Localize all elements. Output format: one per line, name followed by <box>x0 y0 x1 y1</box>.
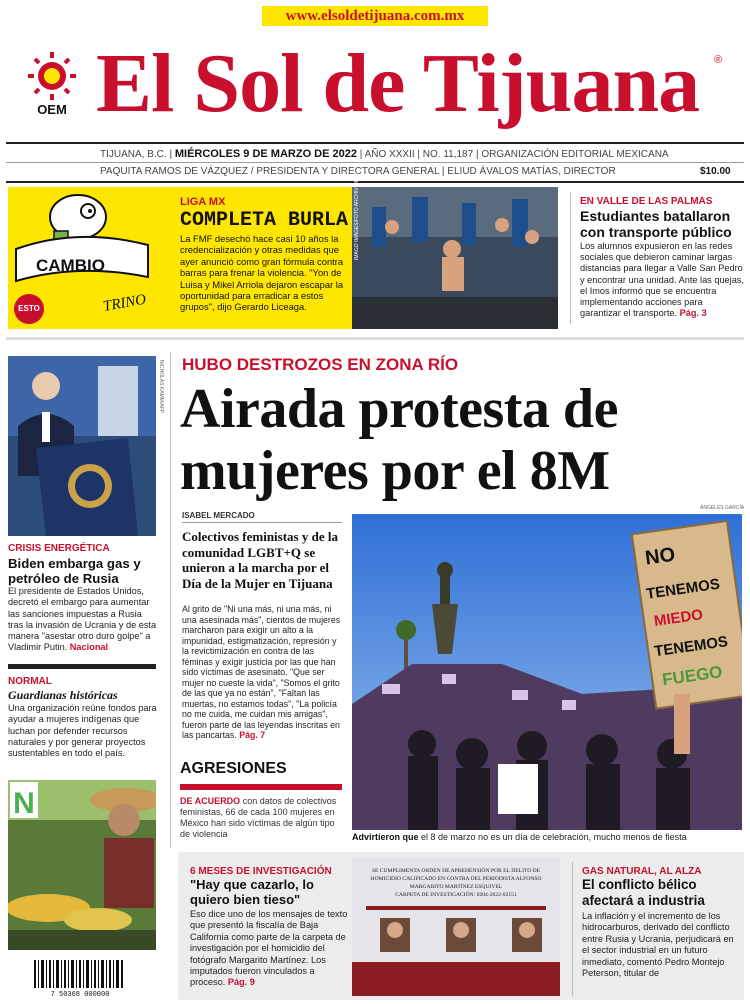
dateline-rule <box>6 162 744 163</box>
doc-line-3: MARGARITO MARTÍNEZ ESQUIVEL <box>409 884 503 890</box>
caption-lead: Advirtieron que <box>352 832 419 842</box>
main-deck: Colectivos feministas y de la comunidad LGBT+Q se unieron a la marcha por el Día de la Mujer en Tijuana <box>182 529 338 591</box>
biden-photo-credit: NICHOLAS KAMM/AFP <box>158 360 164 414</box>
palmas-page[interactable]: Pág. 3 <box>679 308 707 319</box>
cartoon-label-cambio: CAMBIO <box>36 256 105 275</box>
sign-line-4: TENEMOS <box>653 633 730 661</box>
gas-headline[interactable]: El conflicto bélico afectará a industria <box>582 877 705 908</box>
palmas-body: Los alumnos expusieron en las redes sociales que debieron caminar largas distancias para llegar a Valle San Pedro y encontrar una unidad. Ante las quejas, el Imos informó que se encuentra implementando acciones para garantizar el transporte. Pág. 3 <box>580 241 744 319</box>
arrest-document-photo[interactable] <box>352 858 560 996</box>
liga-kicker: LIGA MX <box>180 196 226 208</box>
fans-photo[interactable] <box>352 187 558 329</box>
dateline-number: NO. 11,187 <box>422 149 474 160</box>
oem-sun-logo <box>22 48 82 118</box>
left-rule <box>8 664 156 669</box>
doc-line-2: HOMICIDIO CALIFICADO EN CONTRA DEL PERIODISTA ALFONSO <box>370 876 542 882</box>
normal-body: Una organización reúne fondos para ayudar a mujeres indígenas que luchan por defender recursos naturales y por generar proyectos sustentables en todo el país. <box>8 703 157 759</box>
crisis-headline[interactable]: Biden embarga gas y petróleo de Rusia <box>8 556 141 586</box>
march-photo-credit: ÁNGELES GARCÍA <box>700 505 745 511</box>
investigation-headline[interactable]: "Hay que cazarlo, lo quiero bien tieso" <box>190 877 314 907</box>
main-page[interactable]: Pág. 7 <box>239 730 266 740</box>
main-column-divider <box>170 352 171 848</box>
dateline: TIJUANA, B.C. | MIÉRCOLES 9 DE MARZO DE 2022 | AÑO XXXII | NO. 11,187 | ORGANIZACIÓN EDITORIAL MEXICANA <box>100 148 669 160</box>
investigation-kicker: 6 MESES DE INVESTIGACIÓN <box>190 866 332 877</box>
barcode <box>30 958 130 998</box>
palmas-kicker: EN VALLE DE LAS PALMAS <box>580 196 713 207</box>
gas-kicker: GAS NATURAL, AL ALZA <box>582 866 702 877</box>
esto-badge: ESTO <box>14 294 44 324</box>
cartoon-signature: TRINO <box>101 291 148 315</box>
agresiones-headline: AGRESIONES <box>180 760 342 790</box>
main-body: Al grito de "Ni una más, ni una más, ni una asesinada más", cientos de mujeres marcharon para exigir un alto a la impunidad, estigmatización, represión y la revictimización en contra de las féminas y exigir justicia por las que han sido víctimas de asesinato. "Que ser mujer no cueste la vida", "Somos el grito de las que ya no están", "Faltan las muertas, no estamos todas", "La policía no me cuida, me cuidan mis amigas", fueron parte de las leyendas inscritas en las pancartas. Pág. 7 <box>182 604 341 740</box>
liga-body: La FMF desechó hace casi 10 años la credencialización y otras medidas que ayer anunció como gran fórmula contra barras para frenar la violencia. "Yon de Luisa y Mikel Arriola dejaron escapar la oportunidad para erradicar a estos grupos", dijo Gerardo Liceaga. <box>180 233 344 313</box>
registered-mark: ® <box>714 54 723 66</box>
agresiones-body: DE ACUERDO con datos de colectivos feministas, 66 de cada 100 mujeres en México han sido víctimas de algún tipo de violencia <box>180 796 337 839</box>
biden-photo[interactable] <box>8 356 156 536</box>
normal-badge: N <box>13 787 35 820</box>
palmas-headline[interactable]: Estudiantes batallaron con transporte público <box>580 208 732 240</box>
march-caption: Advirtieron que el 8 de marzo no es un día de celebración, mucho menos de fiesta <box>352 832 687 842</box>
sign-line-2: TENEMOS <box>645 575 721 603</box>
crisis-kicker: CRISIS ENERGÉTICA <box>8 543 110 554</box>
price: $10.00 <box>700 166 731 177</box>
dateline-org: ORGANIZACIÓN EDITORIAL MEXICANA <box>481 149 669 160</box>
sign-line-5: FUEGO <box>661 662 724 690</box>
dateline-city: TIJUANA, B.C. <box>100 149 167 160</box>
newspaper-title: El Sol de Tijuana <box>96 37 700 130</box>
byline: ISABEL MERCADO <box>182 511 255 520</box>
staff-rule <box>6 181 744 183</box>
investigation-body: Eso dice uno de los mensajes de texto que presentó la fiscalía de Baja California como parte de la carpeta de investigación por el homicidio del fotógrafo Margarito Martínez. Los imputados fueron vinculados a proceso. Pág. 9 <box>190 909 348 988</box>
dateline-date: MIÉRCOLES 9 DE MARZO DE 2022 <box>174 148 357 160</box>
bottom-column-divider <box>572 862 573 996</box>
barcode-digits: 7 50368 000000 <box>50 991 110 998</box>
crisis-body: El presidente de Estados Unidos, decretó el embargo para aumentar las sanciones impuestas a Rusia tras la invasión de Ucrania y de esta manera "asestar otro duro golpe" a Vladimir Putin. Nacional <box>8 586 157 653</box>
dateline-year: AÑO XXXII <box>364 149 415 160</box>
normal-headline[interactable]: Guardianas históricas <box>8 688 118 702</box>
sign-line-3: MIEDO <box>652 606 705 630</box>
march-photo[interactable] <box>352 514 742 830</box>
byline-rule <box>182 522 342 523</box>
gas-body: La inflación y el incremento de los hidrocarburos, derivado del conflicto entre Rusia y Ucrania, perjudicará en el sector industrial en un futuro inmediato, comentó Pedro Montejo Peterson, titular de <box>582 911 734 979</box>
normal-kicker: NORMAL <box>8 676 52 687</box>
masthead-rule <box>6 142 744 144</box>
sign-line-1: NO <box>643 543 677 570</box>
website-url[interactable]: www.elsoldetijuana.com.mx <box>262 6 488 26</box>
crisis-section[interactable]: Nacional <box>69 642 109 653</box>
doc-line-4: CARPETA DE INVESTIGACIÓN: 0204-2022-02151 <box>395 892 517 898</box>
main-kicker: HUBO DESTROZOS EN ZONA RÍO <box>182 355 459 374</box>
oem-logo-text: OEM <box>37 102 67 117</box>
column-divider <box>570 192 571 324</box>
main-headline[interactable]: Airada protesta de mujeres por el 8M <box>180 378 618 502</box>
agresiones-lead: DE ACUERDO <box>180 796 241 806</box>
section-rule <box>6 337 744 340</box>
corn-photo[interactable] <box>8 780 156 950</box>
liga-headline[interactable]: COMPLETA BURLA <box>180 209 349 232</box>
fans-photo-credit: IMAGO IMAGES/FOTO ARCHIVO/EFE <box>354 172 360 260</box>
investigation-page[interactable]: Pág. 9 <box>227 977 255 988</box>
doc-line-1: SE CUMPLIMENTA ORDEN DE APREHENSIÓN POR EL DELITO DE <box>371 868 541 874</box>
staff-line: PAQUITA RAMOS DE VÁZQUEZ / PRESIDENTA Y DIRECTORA GENERAL | ELIUD ÁVALOS MATÍAS, DIRECTOR <box>100 166 616 177</box>
